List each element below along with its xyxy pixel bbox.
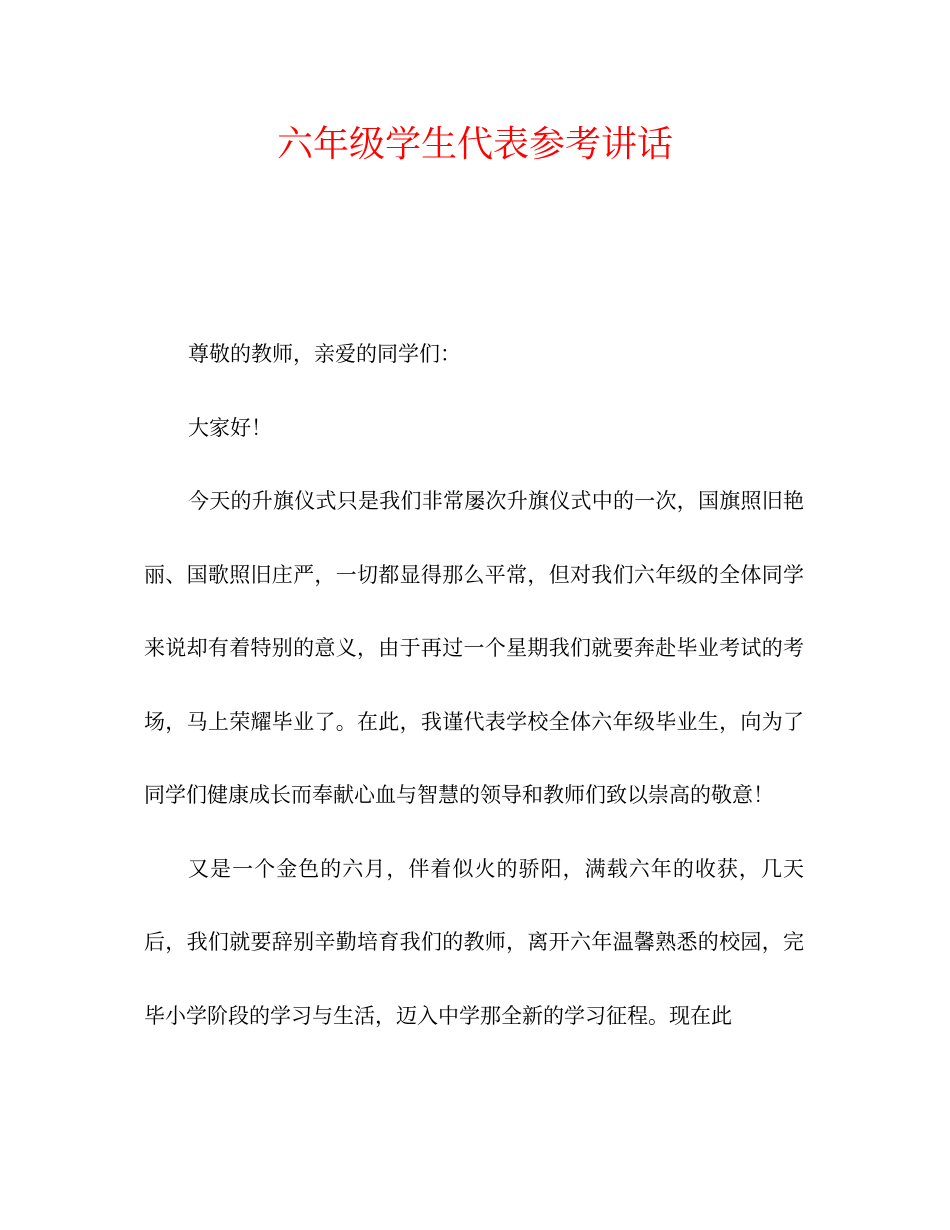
body-paragraph: 又是一个金色的六月，伴着似火的骄阳，满载六年的收获，几天后，我们就要辞别辛勤培育我们的教师，离开六年温馨熟悉的校园，完毕小学阶段的学习与生活，迈入中学那全新的学习征程。现在此: [144, 856, 804, 1028]
greeting-paragraph: 大家好！: [188, 415, 272, 440]
body-paragraph: 今天的升旗仪式只是我们非常屡次升旗仪式中的一次，国旗照旧艳丽、国歌照旧庄严，一切都显得那么平常，但对我们六年级的全体同学来说却有着特别的意义，由于再过一个星期我们就要奔赴毕业考试的考场，马上荣耀毕业了。在此，我谨代表学校全体六年级毕业生，向为了同学们健康成长而奉献心血与智慧的领导和教师们致以崇高的敬意！: [144, 489, 804, 807]
document-body: [144, 318, 804, 1053]
document-title: 六年级学生代表参考讲话: [276, 124, 673, 165]
salutation-paragraph: 尊敬的教师，亲爱的同学们：: [188, 342, 461, 366]
